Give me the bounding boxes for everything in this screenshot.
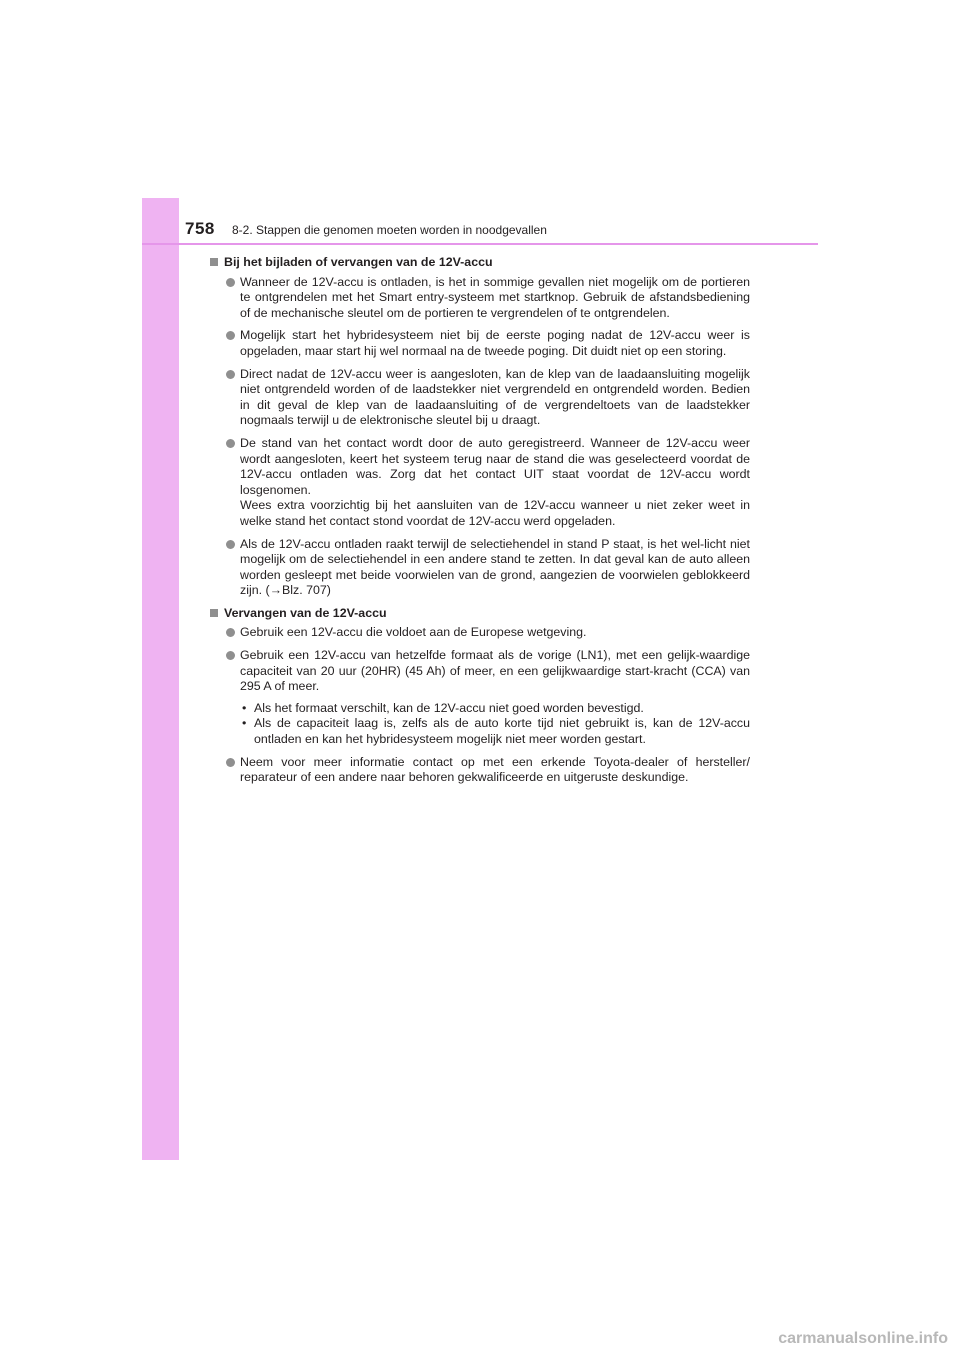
circle-bullet-icon [226,331,235,340]
sub-list [242,701,750,748]
dot-bullet-icon: • [242,716,247,731]
page-header [142,198,818,244]
paragraph: Wees extra voorzichtig bij het aansluiten van de 12V-accu wanneer u niet zeker weet in welke stand het contact stond voordat de 12V-accu werd opgeladen. [240,498,750,528]
paragraph: Gebruik een 12V-accu die voldoet aan de Europese wetgeving. [240,625,587,640]
section-heading: Vervangen van de 12V-accu [210,606,750,622]
list-item [226,537,750,599]
list-item [226,328,750,359]
paragraph: Wanneer de 12V-accu is ontladen, is het in sommige gevallen niet mogelijk om de portieren te ontgrendelen met het Smart entry-systeem met startknop. Gebruik de afstandsbediening of de mechanische sleutel om de portieren te vergrendelen of te ontgrendelen. [240,274,750,320]
circle-bullet-icon [226,540,235,549]
watermark: carmanualsonline.info [778,1330,948,1347]
circle-bullet-icon [226,370,235,379]
header-divider [142,243,818,245]
circle-bullet-icon [226,758,235,767]
circle-bullet-icon [226,439,235,448]
paragraph: Neem voor meer informatie contact op met een erkende Toyota-dealer of hersteller/ reparateur of een andere naar behoren gekwalificeerde en uitgeruste deskundige. [240,754,750,785]
paragraph: Gebruik een 12V-accu van hetzelfde formaat als de vorige (LN1), met een gelijk-waardige capaciteit van 20 uur (20HR) (45 Ah) of meer, en een gelijkwaardige start-kracht (CCA) van 295 A of meer. [240,648,750,694]
list-item [226,625,750,641]
sub-list-item: • Als de capaciteit laag is, zelfs als de auto korte tijd niet gebruikt is, kan de 12V-accu ontladen en kan het hybridesysteem mogelijk niet meer worden gestart. [242,716,750,747]
dot-bullet-icon: • [242,700,247,715]
list-item [226,755,750,786]
paragraph: De stand van het contact wordt door de auto geregistreerd. Wanneer de 12V-accu weer wordt aangesloten, keert het systeem terug naar de stand die was geselecteerd voordat de 12V-accu ontladen was. Zorg dat het contact UIT staat voordat de 12V-accu wordt losgenomen. [240,435,750,497]
page-content [210,255,750,793]
list-item [226,367,750,429]
section-heading: Bij het bijladen of vervangen van de 12V-accu [210,255,750,271]
list-item [226,436,750,530]
section-title: 8-2. Stappen die genomen moeten worden in noodgevallen [232,223,547,237]
square-bullet-icon [210,258,218,266]
list-item [226,275,750,322]
circle-bullet-icon [226,651,235,660]
sub-list-item: • Als het formaat verschilt, kan de 12V-accu niet goed worden bevestigd. [242,700,644,715]
chapter-side-tab [142,198,179,1160]
list-item [226,648,750,748]
circle-bullet-icon [226,628,235,637]
paragraph: Direct nadat de 12V-accu weer is aangesloten, kan de klep van de laadaansluiting mogelijk niet ontgrendeld worden of de laadstekker niet vergrendeld en ontgrendeld worden. Bedien in dit geval de klep van de laadaansluiting of de vergrendeltoets van de laadstekker nogmaals terwijl u de elektronische sleutel bij u draagt. [240,366,750,428]
square-bullet-icon [210,609,218,617]
circle-bullet-icon [226,278,235,287]
paragraph: Mogelijk start het hybridesysteem niet bij de eerste poging nadat de 12V-accu weer is opgeladen, maar start hij wel normaal na de tweede poging. Dit duidt niet op een storing. [240,328,750,358]
paragraph: Als de 12V-accu ontladen raakt terwijl de selectiehendel in stand P staat, is het wel-licht niet mogelijk om de selectiehendel in een andere stand te zetten. In dat geval kan de auto alleen worden gesleept met beide voorwielen van de grond, aangezien de voorwielen geblokkeerd zijn. (→Blz. 707) [240,536,750,598]
page-number: 758 [185,219,215,238]
